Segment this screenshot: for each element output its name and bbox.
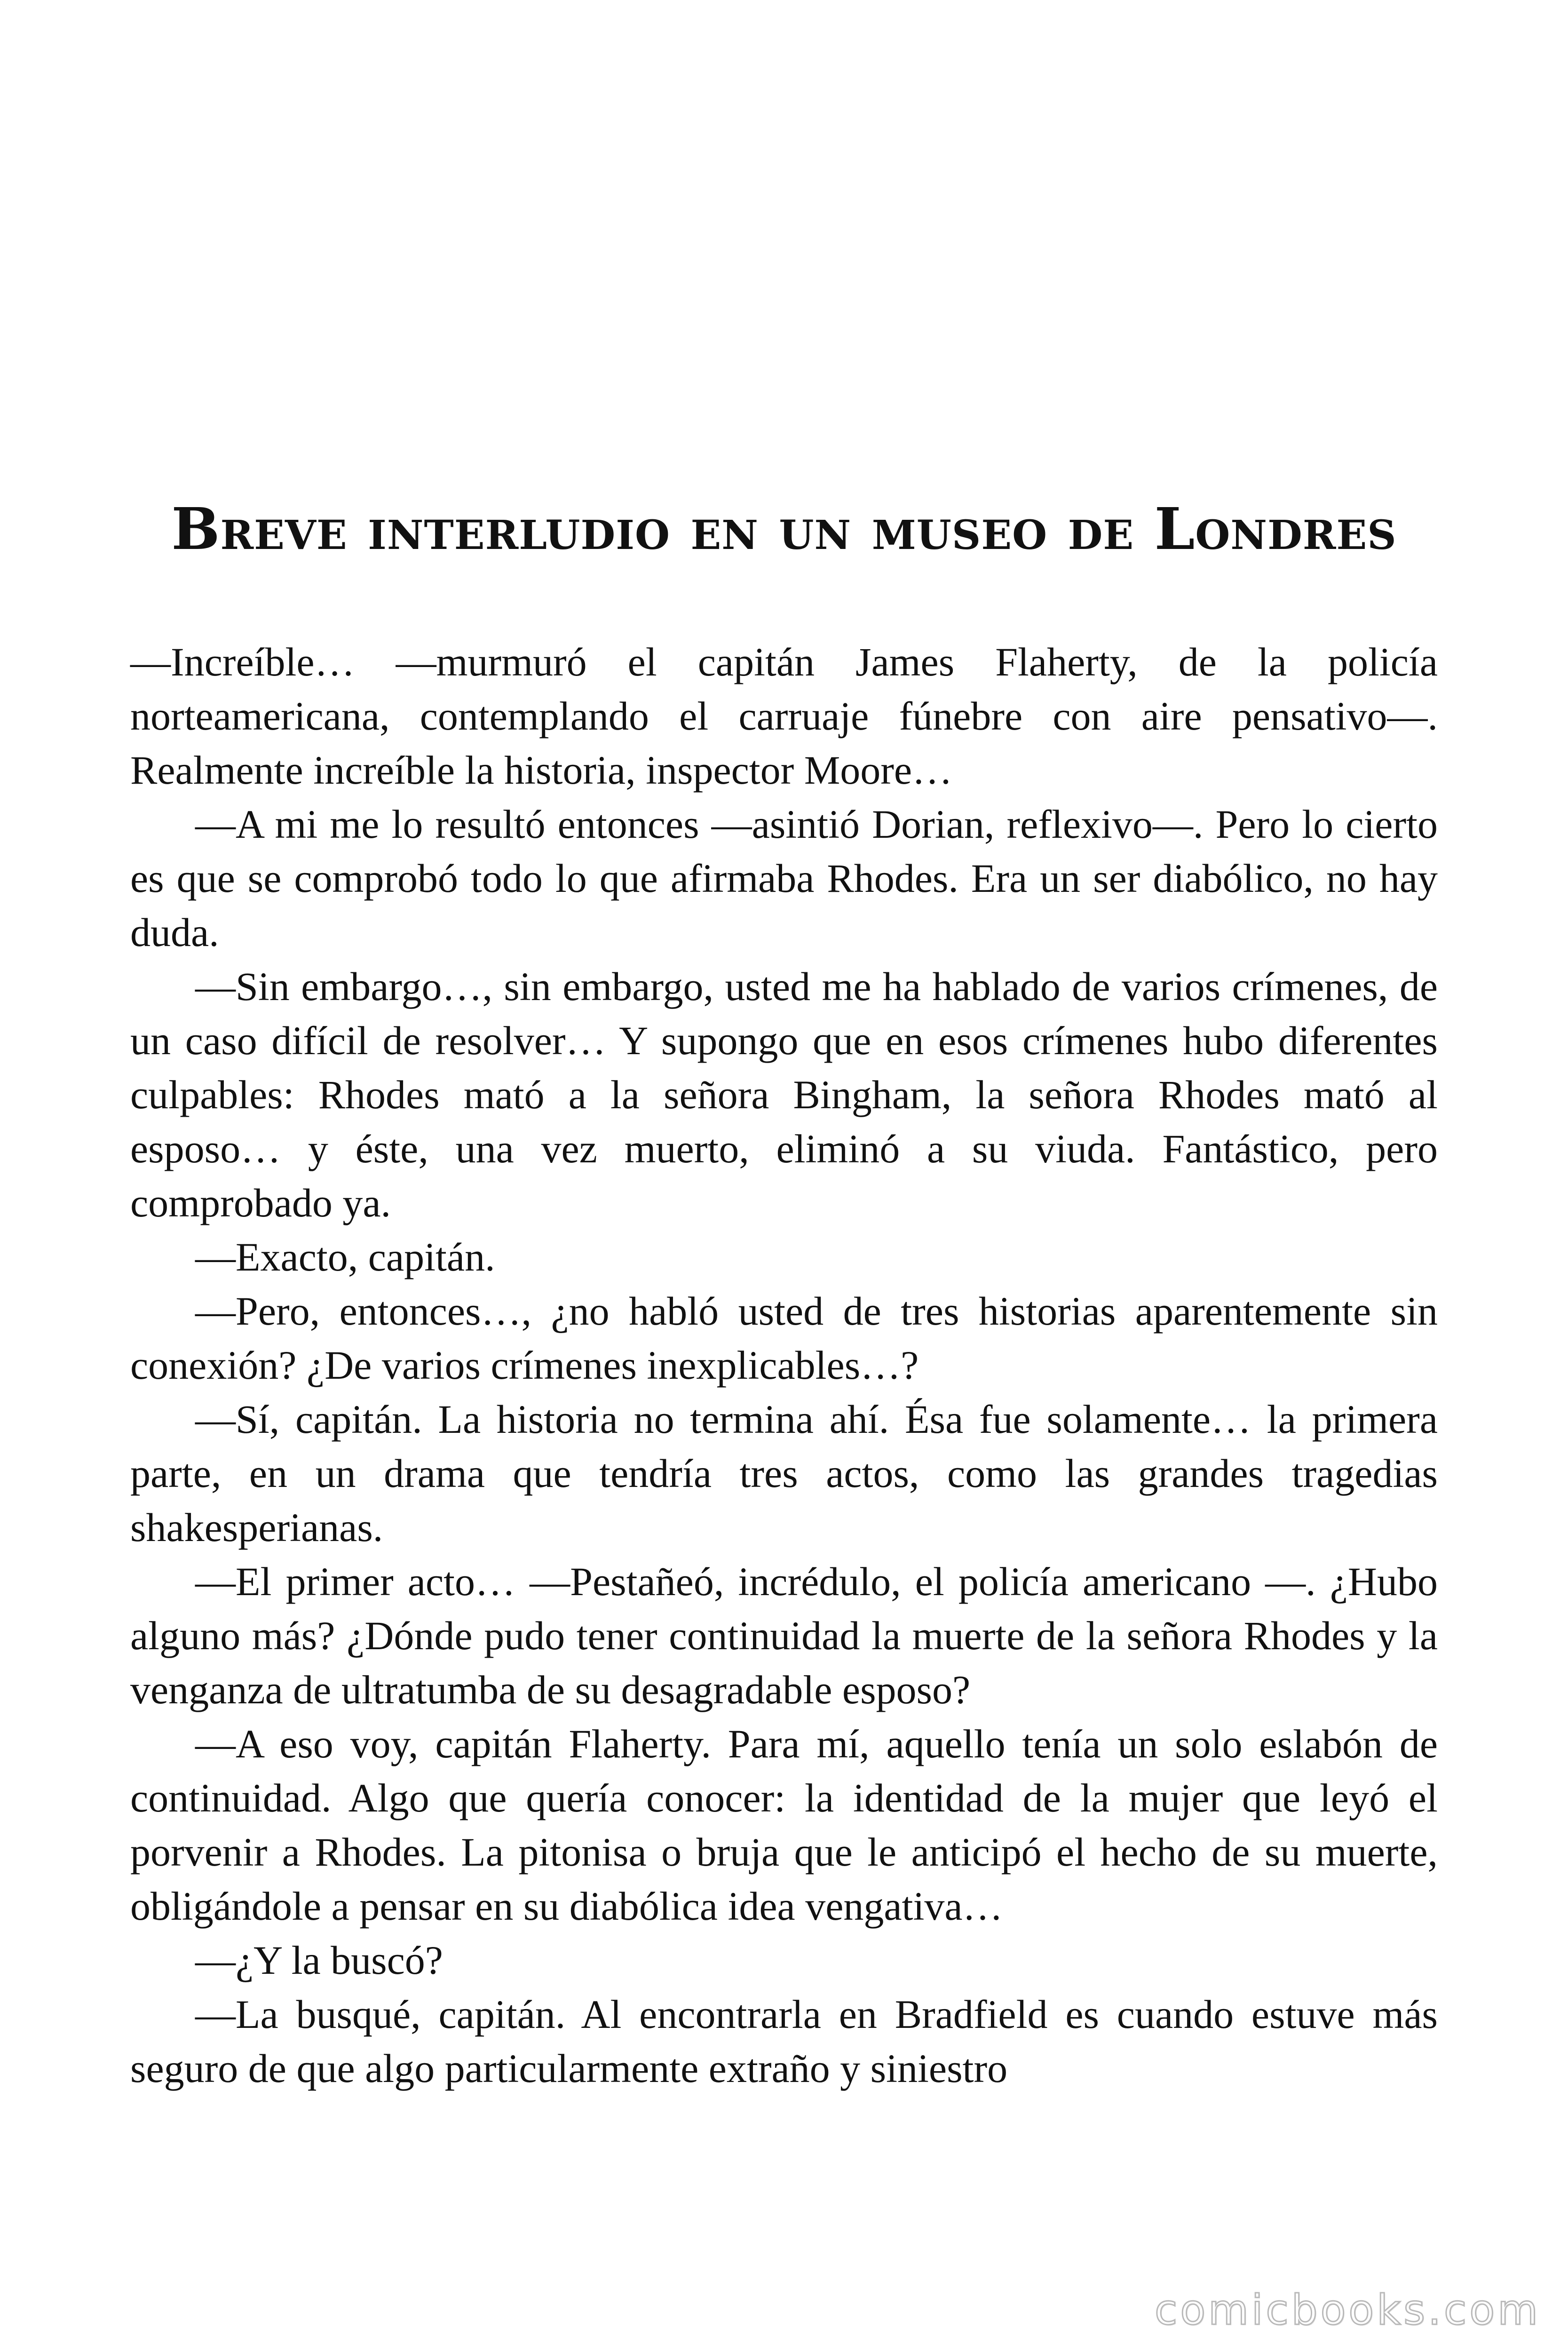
paragraph: —Exacto, capitán. xyxy=(195,1234,495,1279)
paragraph: —Sin embargo…, sin embargo, usted me ha hablado de varios crímenes, de un caso difícil de resolver… Y supongo que en esos crímenes hubo diferentes culpables: Rhodes mató a la señora Bingham, la señora Rhodes mató al esposo… y éste, una vez muerto, eliminó a su viuda. Fantástico, pero comprobado ya. xyxy=(130,964,1438,1225)
watermark: comicbooks.com xyxy=(1154,2286,1541,2334)
chapter-title: Breve interludio en un museo de Londres xyxy=(171,494,1397,563)
paragraph: —¿Y la buscó? xyxy=(195,1938,443,1983)
paragraph: —A mi me lo resultó entonces —asintió Dorian, reflexivo—. Pero lo cierto es que se comprobó todo lo que afirmaba Rhodes. Era un ser diabólico, no hay duda. xyxy=(130,802,1438,955)
body-text xyxy=(130,635,1438,2096)
paragraph: —Increíble… —murmuró el capitán James Flaherty, de la policía norteamericana, contemplando el carruaje fúnebre con aire pensativo—. Realmente increíble la historia, inspector Moore… xyxy=(130,639,1438,793)
paragraph: —Pero, entonces…, ¿no habló usted de tres historias aparentemente sin conexión? ¿De varios crímenes inexplicables…? xyxy=(130,1288,1438,1388)
paragraph: —A eso voy, capitán Flaherty. Para mí, aquello tenía un solo eslabón de continuidad. Algo que quería conocer: la identidad de la mujer que leyó el porvenir a Rhodes. La pitonisa o bruja que le anticipó el hecho de su muerte, obligándole a pensar en su diabólica idea vengativa… xyxy=(130,1721,1438,1929)
paragraph: —Sí, capitán. La historia no termina ahí. Ésa fue solamente… la primera parte, en un drama que tendría tres actos, como las grandes tragedias shakesperianas. xyxy=(130,1397,1438,1550)
paragraph: —La busqué, capitán. Al encontrarla en Bradfield es cuando estuve más seguro de que algo particularmente extraño y siniestro xyxy=(130,1992,1438,2091)
paragraph: —El primer acto… —Pestañeó, incrédulo, el policía americano —. ¿Hubo alguno más? ¿Dónde pudo tener continuidad la muerte de la señora Rhodes y la venganza de ultratumba de su desagradable esposo? xyxy=(130,1559,1438,1712)
